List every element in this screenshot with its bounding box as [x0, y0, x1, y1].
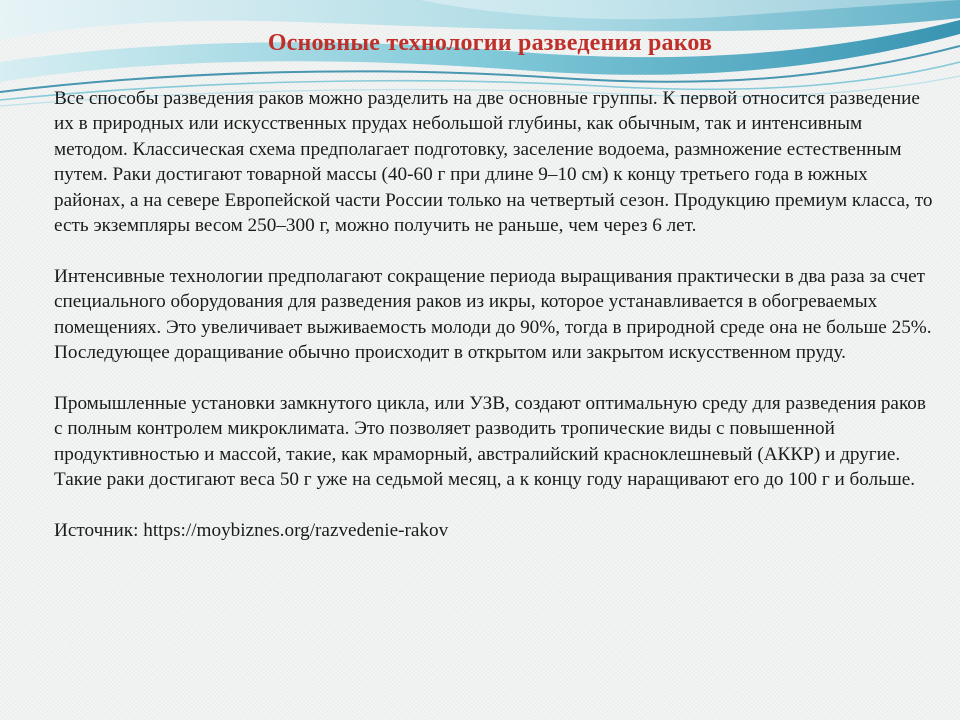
- paragraph-recirculating-systems: Промышленные установки замкнутого цикла, или УЗВ, создают оптимальную среду для разведения раков с полным контролем микроклимата. Это позволяет разводить тропические виды с повышенной продуктивностью и массой, такие, как мраморный, австралийский красноклешневый (АККР) и другие. Такие раки достигают веса 50 г уже на седьмой месяц, а к концу году наращивают его до 100 г и больше.: [54, 392, 926, 491]
- paragraph-intensive-technologies: Интенсивные технологии предполагают сокращение периода выращивания практически в два раза за счет специального оборудования для разведения раков из икры, которое устанавливается в обогреваемых помещениях. Это увеличивает выживаемость молоди до 90%, тогда в природной среде она не больше 25%. Последующее доращивание обычно происходит в открытом или закрытом искусственном пруду.: [54, 265, 932, 364]
- paragraph-pond-methods: Все способы разведения раков можно разделить на две основные группы. К первой относится разведение их в природных или искусственных прудах небольшой глубины, как обычным, так и интенсивным методом. Классическая схема предполагает подготовку, заселение водоема, размножение естественным путем. Раки достигают товарной массы (40-60 г при длине 9–10 см) к концу третьего года в южных районах, а на севере Европейской части России только на четвертый сезон. Продукцию премиум класса, то есть экземпляры весом 250–300 г, можно получить не раньше, чем через 6 лет.: [54, 88, 933, 237]
- slide-title: Основные технологии разведения раков: [267, 30, 713, 56]
- source-line: Источник: https://moybiznes.org/razvedenie-rakov: [54, 519, 449, 541]
- slide-body: [54, 86, 934, 569]
